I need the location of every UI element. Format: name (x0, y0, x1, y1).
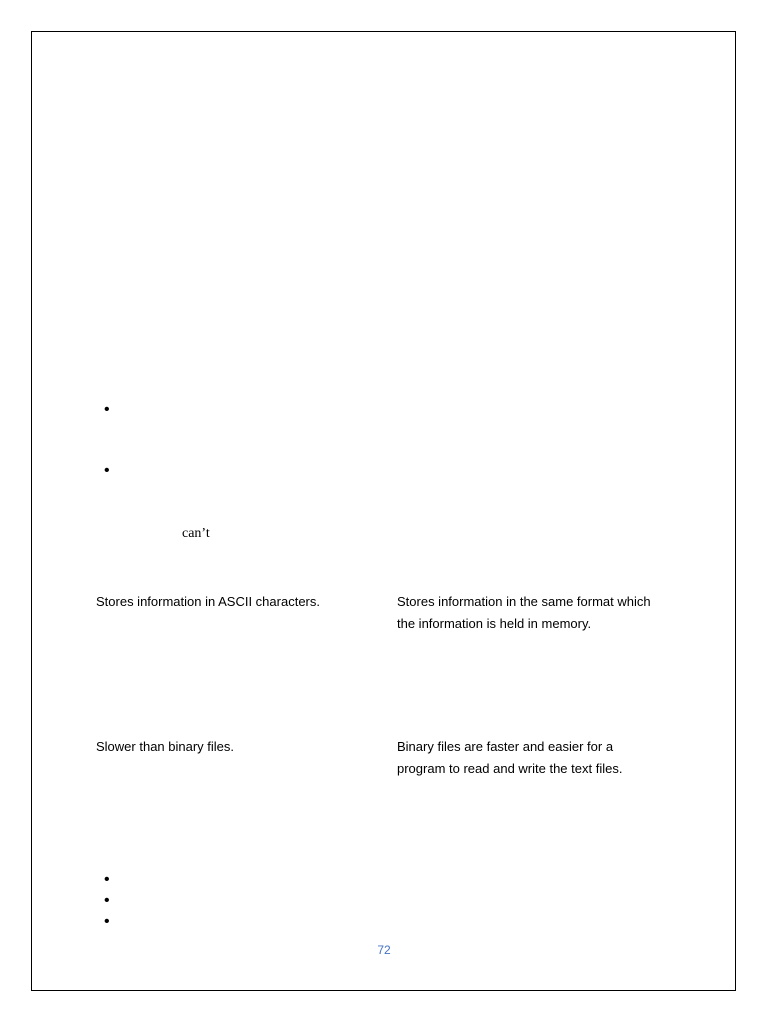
bullet-1: • (104, 401, 110, 418)
bullet-3: • (104, 871, 110, 888)
bullet-4: • (104, 892, 110, 909)
row2-binary-file-cell-line2: program to read and write the text files. (397, 761, 623, 776)
row2-text-file-cell: Slower than binary files. (96, 739, 235, 754)
row1-binary-file-cell-line1: Stores information in the same format which (397, 594, 651, 609)
bullet-5: • (104, 913, 110, 930)
page-border (31, 31, 736, 991)
bullet-2: • (104, 462, 110, 479)
row2-binary-file-cell-line1: Binary files are faster and easier for a (397, 739, 614, 754)
page-number: 72 (377, 943, 391, 957)
cant-fragment: can’t (182, 526, 210, 541)
row1-binary-file-cell-line2: the information is held in memory. (397, 616, 592, 631)
row1-text-file-cell: Stores information in ASCII characters. (96, 594, 320, 609)
